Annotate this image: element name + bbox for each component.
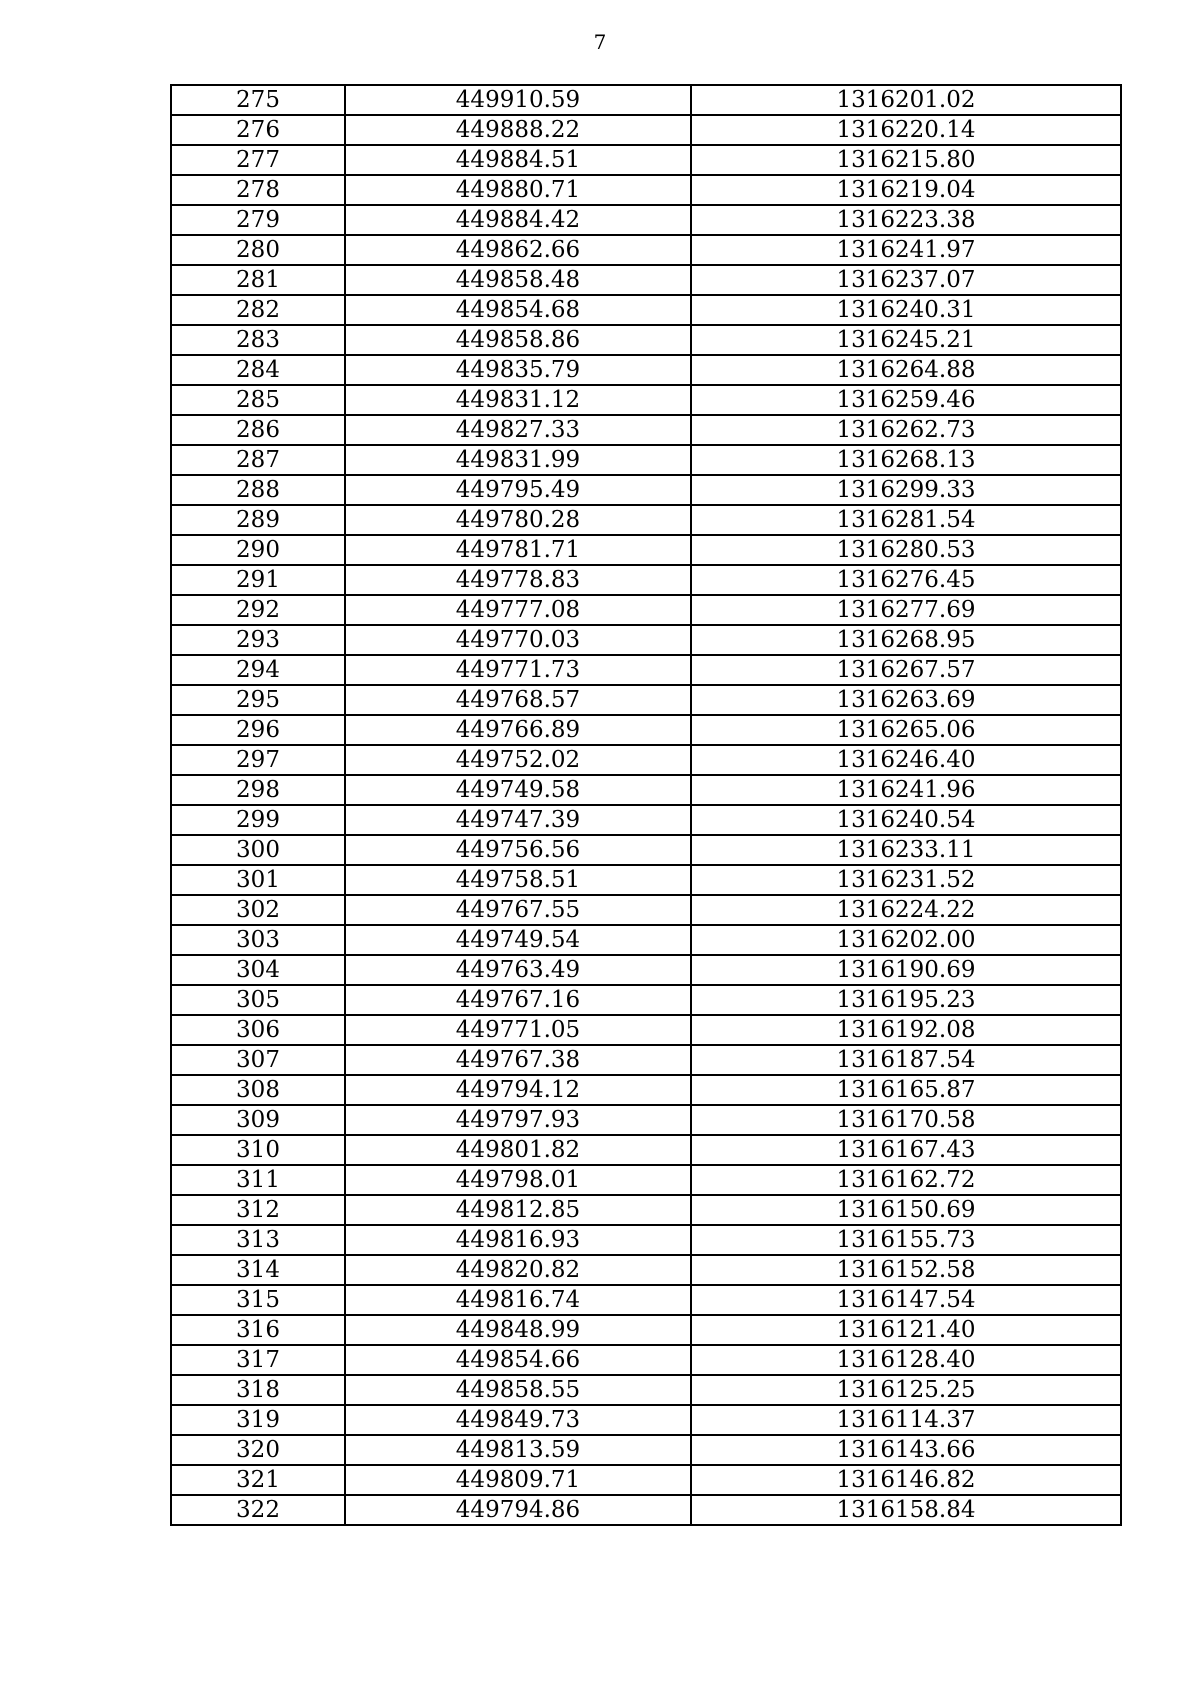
y-coordinate-cell: 1316240.54 (691, 805, 1121, 835)
point-number-cell: 301 (171, 865, 345, 895)
x-coordinate-cell: 449854.66 (345, 1345, 691, 1375)
point-number-cell: 310 (171, 1135, 345, 1165)
y-coordinate-cell: 1316262.73 (691, 415, 1121, 445)
x-coordinate-cell: 449884.51 (345, 145, 691, 175)
point-number-cell: 317 (171, 1345, 345, 1375)
y-coordinate-cell: 1316219.04 (691, 175, 1121, 205)
point-number-cell: 318 (171, 1375, 345, 1405)
y-coordinate-cell: 1316143.66 (691, 1435, 1121, 1465)
table-row (171, 295, 1121, 325)
table-row (171, 1045, 1121, 1075)
coordinates-table-body (171, 85, 1121, 1525)
x-coordinate-cell: 449794.86 (345, 1495, 691, 1525)
point-number-cell: 316 (171, 1315, 345, 1345)
x-coordinate-cell: 449801.82 (345, 1135, 691, 1165)
point-number-cell: 279 (171, 205, 345, 235)
y-coordinate-cell: 1316281.54 (691, 505, 1121, 535)
x-coordinate-cell: 449752.02 (345, 745, 691, 775)
y-coordinate-cell: 1316146.82 (691, 1465, 1121, 1495)
table-row (171, 1285, 1121, 1315)
table-row (171, 775, 1121, 805)
y-coordinate-cell: 1316268.95 (691, 625, 1121, 655)
table-row (171, 895, 1121, 925)
point-number-cell: 306 (171, 1015, 345, 1045)
point-number-cell: 314 (171, 1255, 345, 1285)
point-number-cell: 319 (171, 1405, 345, 1435)
x-coordinate-cell: 449767.38 (345, 1045, 691, 1075)
table-row (171, 205, 1121, 235)
y-coordinate-cell: 1316114.37 (691, 1405, 1121, 1435)
point-number-cell: 288 (171, 475, 345, 505)
x-coordinate-cell: 449749.54 (345, 925, 691, 955)
point-number-cell: 290 (171, 535, 345, 565)
table-row (171, 385, 1121, 415)
table-row (171, 325, 1121, 355)
table-row (171, 865, 1121, 895)
point-number-cell: 312 (171, 1195, 345, 1225)
y-coordinate-cell: 1316267.57 (691, 655, 1121, 685)
x-coordinate-cell: 449831.99 (345, 445, 691, 475)
x-coordinate-cell: 449781.71 (345, 535, 691, 565)
x-coordinate-cell: 449766.89 (345, 715, 691, 745)
table-row (171, 1255, 1121, 1285)
x-coordinate-cell: 449777.08 (345, 595, 691, 625)
table-row (171, 475, 1121, 505)
table-row (171, 445, 1121, 475)
y-coordinate-cell: 1316220.14 (691, 115, 1121, 145)
x-coordinate-cell: 449767.55 (345, 895, 691, 925)
y-coordinate-cell: 1316150.69 (691, 1195, 1121, 1225)
y-coordinate-cell: 1316245.21 (691, 325, 1121, 355)
x-coordinate-cell: 449758.51 (345, 865, 691, 895)
x-coordinate-cell: 449794.12 (345, 1075, 691, 1105)
x-coordinate-cell: 449854.68 (345, 295, 691, 325)
coordinates-table (170, 84, 1122, 1526)
table-row (171, 1225, 1121, 1255)
y-coordinate-cell: 1316155.73 (691, 1225, 1121, 1255)
table-row (171, 1495, 1121, 1525)
y-coordinate-cell: 1316125.25 (691, 1375, 1121, 1405)
y-coordinate-cell: 1316192.08 (691, 1015, 1121, 1045)
y-coordinate-cell: 1316231.52 (691, 865, 1121, 895)
x-coordinate-cell: 449816.74 (345, 1285, 691, 1315)
y-coordinate-cell: 1316276.45 (691, 565, 1121, 595)
y-coordinate-cell: 1316268.13 (691, 445, 1121, 475)
y-coordinate-cell: 1316147.54 (691, 1285, 1121, 1315)
table-row (171, 1195, 1121, 1225)
point-number-cell: 303 (171, 925, 345, 955)
y-coordinate-cell: 1316195.23 (691, 985, 1121, 1015)
point-number-cell: 293 (171, 625, 345, 655)
table-row (171, 1465, 1121, 1495)
x-coordinate-cell: 449835.79 (345, 355, 691, 385)
x-coordinate-cell: 449880.71 (345, 175, 691, 205)
point-number-cell: 280 (171, 235, 345, 265)
page-number: 7 (593, 30, 607, 54)
x-coordinate-cell: 449770.03 (345, 625, 691, 655)
y-coordinate-cell: 1316190.69 (691, 955, 1121, 985)
table-row (171, 415, 1121, 445)
y-coordinate-cell: 1316277.69 (691, 595, 1121, 625)
y-coordinate-cell: 1316202.00 (691, 925, 1121, 955)
y-coordinate-cell: 1316246.40 (691, 745, 1121, 775)
x-coordinate-cell: 449813.59 (345, 1435, 691, 1465)
x-coordinate-cell: 449763.49 (345, 955, 691, 985)
point-number-cell: 321 (171, 1465, 345, 1495)
table-row (171, 685, 1121, 715)
point-number-cell: 282 (171, 295, 345, 325)
x-coordinate-cell: 449797.93 (345, 1105, 691, 1135)
y-coordinate-cell: 1316215.80 (691, 145, 1121, 175)
y-coordinate-cell: 1316165.87 (691, 1075, 1121, 1105)
point-number-cell: 305 (171, 985, 345, 1015)
x-coordinate-cell: 449771.73 (345, 655, 691, 685)
table-row (171, 535, 1121, 565)
x-coordinate-cell: 449768.57 (345, 685, 691, 715)
table-row (171, 265, 1121, 295)
table-row (171, 1435, 1121, 1465)
x-coordinate-cell: 449749.58 (345, 775, 691, 805)
x-coordinate-cell: 449747.39 (345, 805, 691, 835)
y-coordinate-cell: 1316170.58 (691, 1105, 1121, 1135)
table-row (171, 85, 1121, 115)
x-coordinate-cell: 449862.66 (345, 235, 691, 265)
table-row (171, 1405, 1121, 1435)
y-coordinate-cell: 1316237.07 (691, 265, 1121, 295)
x-coordinate-cell: 449888.22 (345, 115, 691, 145)
y-coordinate-cell: 1316241.96 (691, 775, 1121, 805)
table-row (171, 1165, 1121, 1195)
x-coordinate-cell: 449848.99 (345, 1315, 691, 1345)
x-coordinate-cell: 449809.71 (345, 1465, 691, 1495)
point-number-cell: 281 (171, 265, 345, 295)
y-coordinate-cell: 1316187.54 (691, 1045, 1121, 1075)
x-coordinate-cell: 449756.56 (345, 835, 691, 865)
y-coordinate-cell: 1316128.40 (691, 1345, 1121, 1375)
x-coordinate-cell: 449884.42 (345, 205, 691, 235)
y-coordinate-cell: 1316265.06 (691, 715, 1121, 745)
point-number-cell: 284 (171, 355, 345, 385)
x-coordinate-cell: 449831.12 (345, 385, 691, 415)
y-coordinate-cell: 1316158.84 (691, 1495, 1121, 1525)
point-number-cell: 289 (171, 505, 345, 535)
table-row (171, 925, 1121, 955)
y-coordinate-cell: 1316241.97 (691, 235, 1121, 265)
y-coordinate-cell: 1316263.69 (691, 685, 1121, 715)
point-number-cell: 320 (171, 1435, 345, 1465)
point-number-cell: 308 (171, 1075, 345, 1105)
point-number-cell: 298 (171, 775, 345, 805)
y-coordinate-cell: 1316224.22 (691, 895, 1121, 925)
table-row (171, 745, 1121, 775)
point-number-cell: 292 (171, 595, 345, 625)
point-number-cell: 291 (171, 565, 345, 595)
x-coordinate-cell: 449795.49 (345, 475, 691, 505)
table-row (171, 1345, 1121, 1375)
y-coordinate-cell: 1316240.31 (691, 295, 1121, 325)
point-number-cell: 285 (171, 385, 345, 415)
x-coordinate-cell: 449820.82 (345, 1255, 691, 1285)
x-coordinate-cell: 449778.83 (345, 565, 691, 595)
point-number-cell: 307 (171, 1045, 345, 1075)
x-coordinate-cell: 449858.48 (345, 265, 691, 295)
y-coordinate-cell: 1316223.38 (691, 205, 1121, 235)
point-number-cell: 275 (171, 85, 345, 115)
point-number-cell: 309 (171, 1105, 345, 1135)
point-number-cell: 295 (171, 685, 345, 715)
x-coordinate-cell: 449798.01 (345, 1165, 691, 1195)
y-coordinate-cell: 1316264.88 (691, 355, 1121, 385)
table-row (171, 625, 1121, 655)
point-number-cell: 294 (171, 655, 345, 685)
table-row (171, 1015, 1121, 1045)
y-coordinate-cell: 1316259.46 (691, 385, 1121, 415)
point-number-cell: 315 (171, 1285, 345, 1315)
point-number-cell: 286 (171, 415, 345, 445)
table-row (171, 235, 1121, 265)
table-row (171, 955, 1121, 985)
table-row (171, 505, 1121, 535)
table-row (171, 835, 1121, 865)
point-number-cell: 304 (171, 955, 345, 985)
x-coordinate-cell: 449771.05 (345, 1015, 691, 1045)
x-coordinate-cell: 449858.86 (345, 325, 691, 355)
x-coordinate-cell: 449767.16 (345, 985, 691, 1015)
x-coordinate-cell: 449827.33 (345, 415, 691, 445)
table-row (171, 655, 1121, 685)
point-number-cell: 287 (171, 445, 345, 475)
point-number-cell: 299 (171, 805, 345, 835)
table-row (171, 595, 1121, 625)
point-number-cell: 313 (171, 1225, 345, 1255)
table-row (171, 565, 1121, 595)
x-coordinate-cell: 449858.55 (345, 1375, 691, 1405)
table-row (171, 1105, 1121, 1135)
y-coordinate-cell: 1316167.43 (691, 1135, 1121, 1165)
point-number-cell: 277 (171, 145, 345, 175)
table-row (171, 145, 1121, 175)
table-row (171, 355, 1121, 385)
point-number-cell: 283 (171, 325, 345, 355)
y-coordinate-cell: 1316233.11 (691, 835, 1121, 865)
table-row (171, 1315, 1121, 1345)
point-number-cell: 322 (171, 1495, 345, 1525)
table-row (171, 1075, 1121, 1105)
x-coordinate-cell: 449910.59 (345, 85, 691, 115)
point-number-cell: 296 (171, 715, 345, 745)
point-number-cell: 311 (171, 1165, 345, 1195)
table-row (171, 1375, 1121, 1405)
y-coordinate-cell: 1316162.72 (691, 1165, 1121, 1195)
y-coordinate-cell: 1316280.53 (691, 535, 1121, 565)
point-number-cell: 276 (171, 115, 345, 145)
table-row (171, 805, 1121, 835)
y-coordinate-cell: 1316299.33 (691, 475, 1121, 505)
point-number-cell: 297 (171, 745, 345, 775)
point-number-cell: 300 (171, 835, 345, 865)
y-coordinate-cell: 1316201.02 (691, 85, 1121, 115)
y-coordinate-cell: 1316121.40 (691, 1315, 1121, 1345)
x-coordinate-cell: 449849.73 (345, 1405, 691, 1435)
y-coordinate-cell: 1316152.58 (691, 1255, 1121, 1285)
table-row (171, 985, 1121, 1015)
point-number-cell: 278 (171, 175, 345, 205)
x-coordinate-cell: 449812.85 (345, 1195, 691, 1225)
table-row (171, 115, 1121, 145)
point-number-cell: 302 (171, 895, 345, 925)
table-row (171, 175, 1121, 205)
x-coordinate-cell: 449816.93 (345, 1225, 691, 1255)
table-row (171, 715, 1121, 745)
x-coordinate-cell: 449780.28 (345, 505, 691, 535)
table-row (171, 1135, 1121, 1165)
